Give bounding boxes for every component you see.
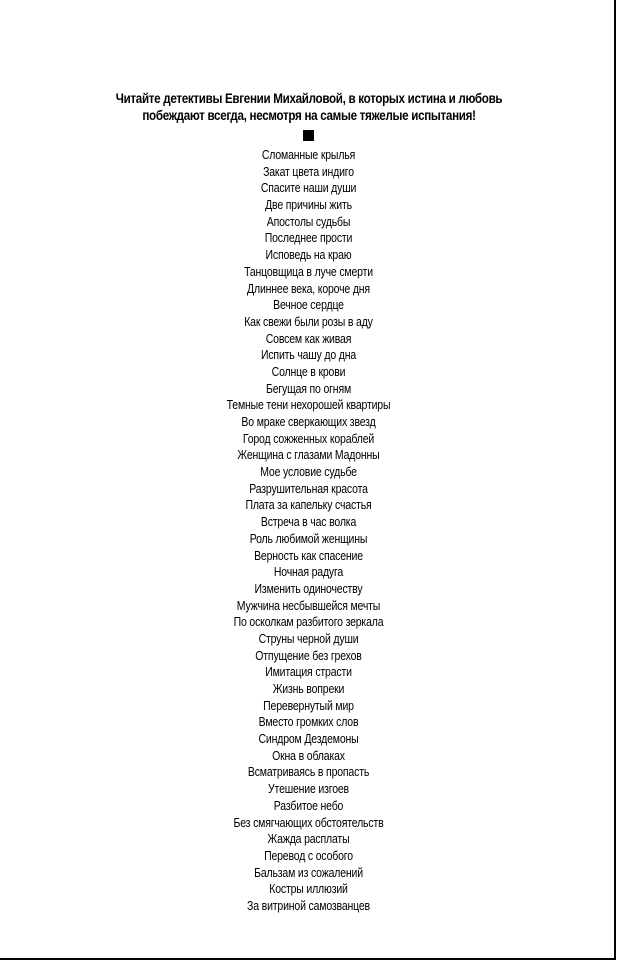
book-title-item: Спасите наши души (260, 181, 357, 196)
black-square-icon (303, 130, 314, 141)
book-title-item: Разрушительная красота (249, 481, 368, 496)
book-title-item: Струны черной души (258, 631, 359, 646)
book-title-item: Перевернутый мир (263, 698, 354, 713)
book-title-item: Совсем как живая (265, 331, 352, 346)
book-title-item: Солнце в крови (271, 364, 346, 379)
book-title-item: Темные тени нехорошей квартиры (226, 398, 391, 413)
book-list-page (0, 90, 617, 915)
book-title-item: Всматриваясь в пропасть (247, 765, 370, 780)
book-title-item: Как свежи были розы в аду (244, 314, 373, 329)
book-title-item: Испить чашу до дна (260, 348, 357, 363)
book-title-item: Жизнь вопреки (272, 682, 345, 696)
book-title-item: Бегущая по огням (265, 381, 352, 396)
book-title-item: Мое условие судьбе (260, 465, 357, 480)
book-title-item: Длиннее века, короче дня (247, 281, 370, 296)
book-title-item: Ночная радуга (273, 565, 344, 580)
book-title-item: Встреча в час волка (260, 515, 357, 530)
heading-line-1: Читайте детективы Евгении Михайловой, в которых истина и любовь (115, 91, 502, 106)
book-title-item: Отпущение без грехов (255, 648, 362, 663)
book-title-item: Город сожженных кораблей (242, 431, 375, 446)
heading-line-2: побеждают всегда, несмотря на самые тяжелые испытания! (141, 108, 476, 123)
book-title-item: Вместо громких слов (258, 715, 359, 730)
book-title-item: Бальзам из сожалений (254, 865, 363, 880)
book-title-item: Костры иллюзий (269, 882, 348, 897)
book-title-item: Сломанные крылья (261, 148, 356, 162)
book-title-item: Окна в облаках (272, 748, 345, 763)
book-title-item: Женщина с глазами Мадонны (237, 448, 380, 463)
book-title-item: Вечное сердце (273, 298, 344, 313)
book-title-item: Апостолы судьбы (266, 214, 351, 229)
book-title-item: Изменить одиночеству (254, 581, 363, 596)
book-title-item: Танцовщица в луче смерти (244, 264, 373, 279)
book-title-item: Утешение изгоев (268, 782, 349, 797)
book-title-item: Во мраке сверкающих звезд (241, 415, 376, 429)
book-title-item: Последнее прости (264, 231, 353, 246)
book-title-item: Верность как спасение (254, 548, 363, 563)
book-title-item: Без смягчающих обстоятельств (233, 815, 384, 830)
book-title-item: Жажда расплаты (267, 832, 350, 847)
book-title-item: Роль любимой женщины (249, 531, 368, 546)
book-title-item: Плата за капельку счастья (245, 498, 372, 513)
book-title-item: Имитация страсти (265, 665, 352, 680)
book-title-list (0, 147, 617, 915)
book-title-item: Мужчина несбывшейся мечты (236, 598, 381, 613)
book-title-item: По осколкам разбитого зеркала (233, 615, 384, 630)
book-title-item: Две причины жить (265, 198, 352, 213)
book-title-item: Закат цвета индиго (263, 164, 354, 179)
book-title-item: Перевод с особого (264, 848, 353, 863)
page-heading (102, 90, 515, 124)
book-title-item: Исповедь на краю (265, 248, 352, 263)
book-title-item: За витриной самозванцев (247, 898, 370, 913)
book-title-item: Разбитое небо (273, 798, 344, 813)
book-title-item: Синдром Дездемоны (258, 732, 359, 747)
